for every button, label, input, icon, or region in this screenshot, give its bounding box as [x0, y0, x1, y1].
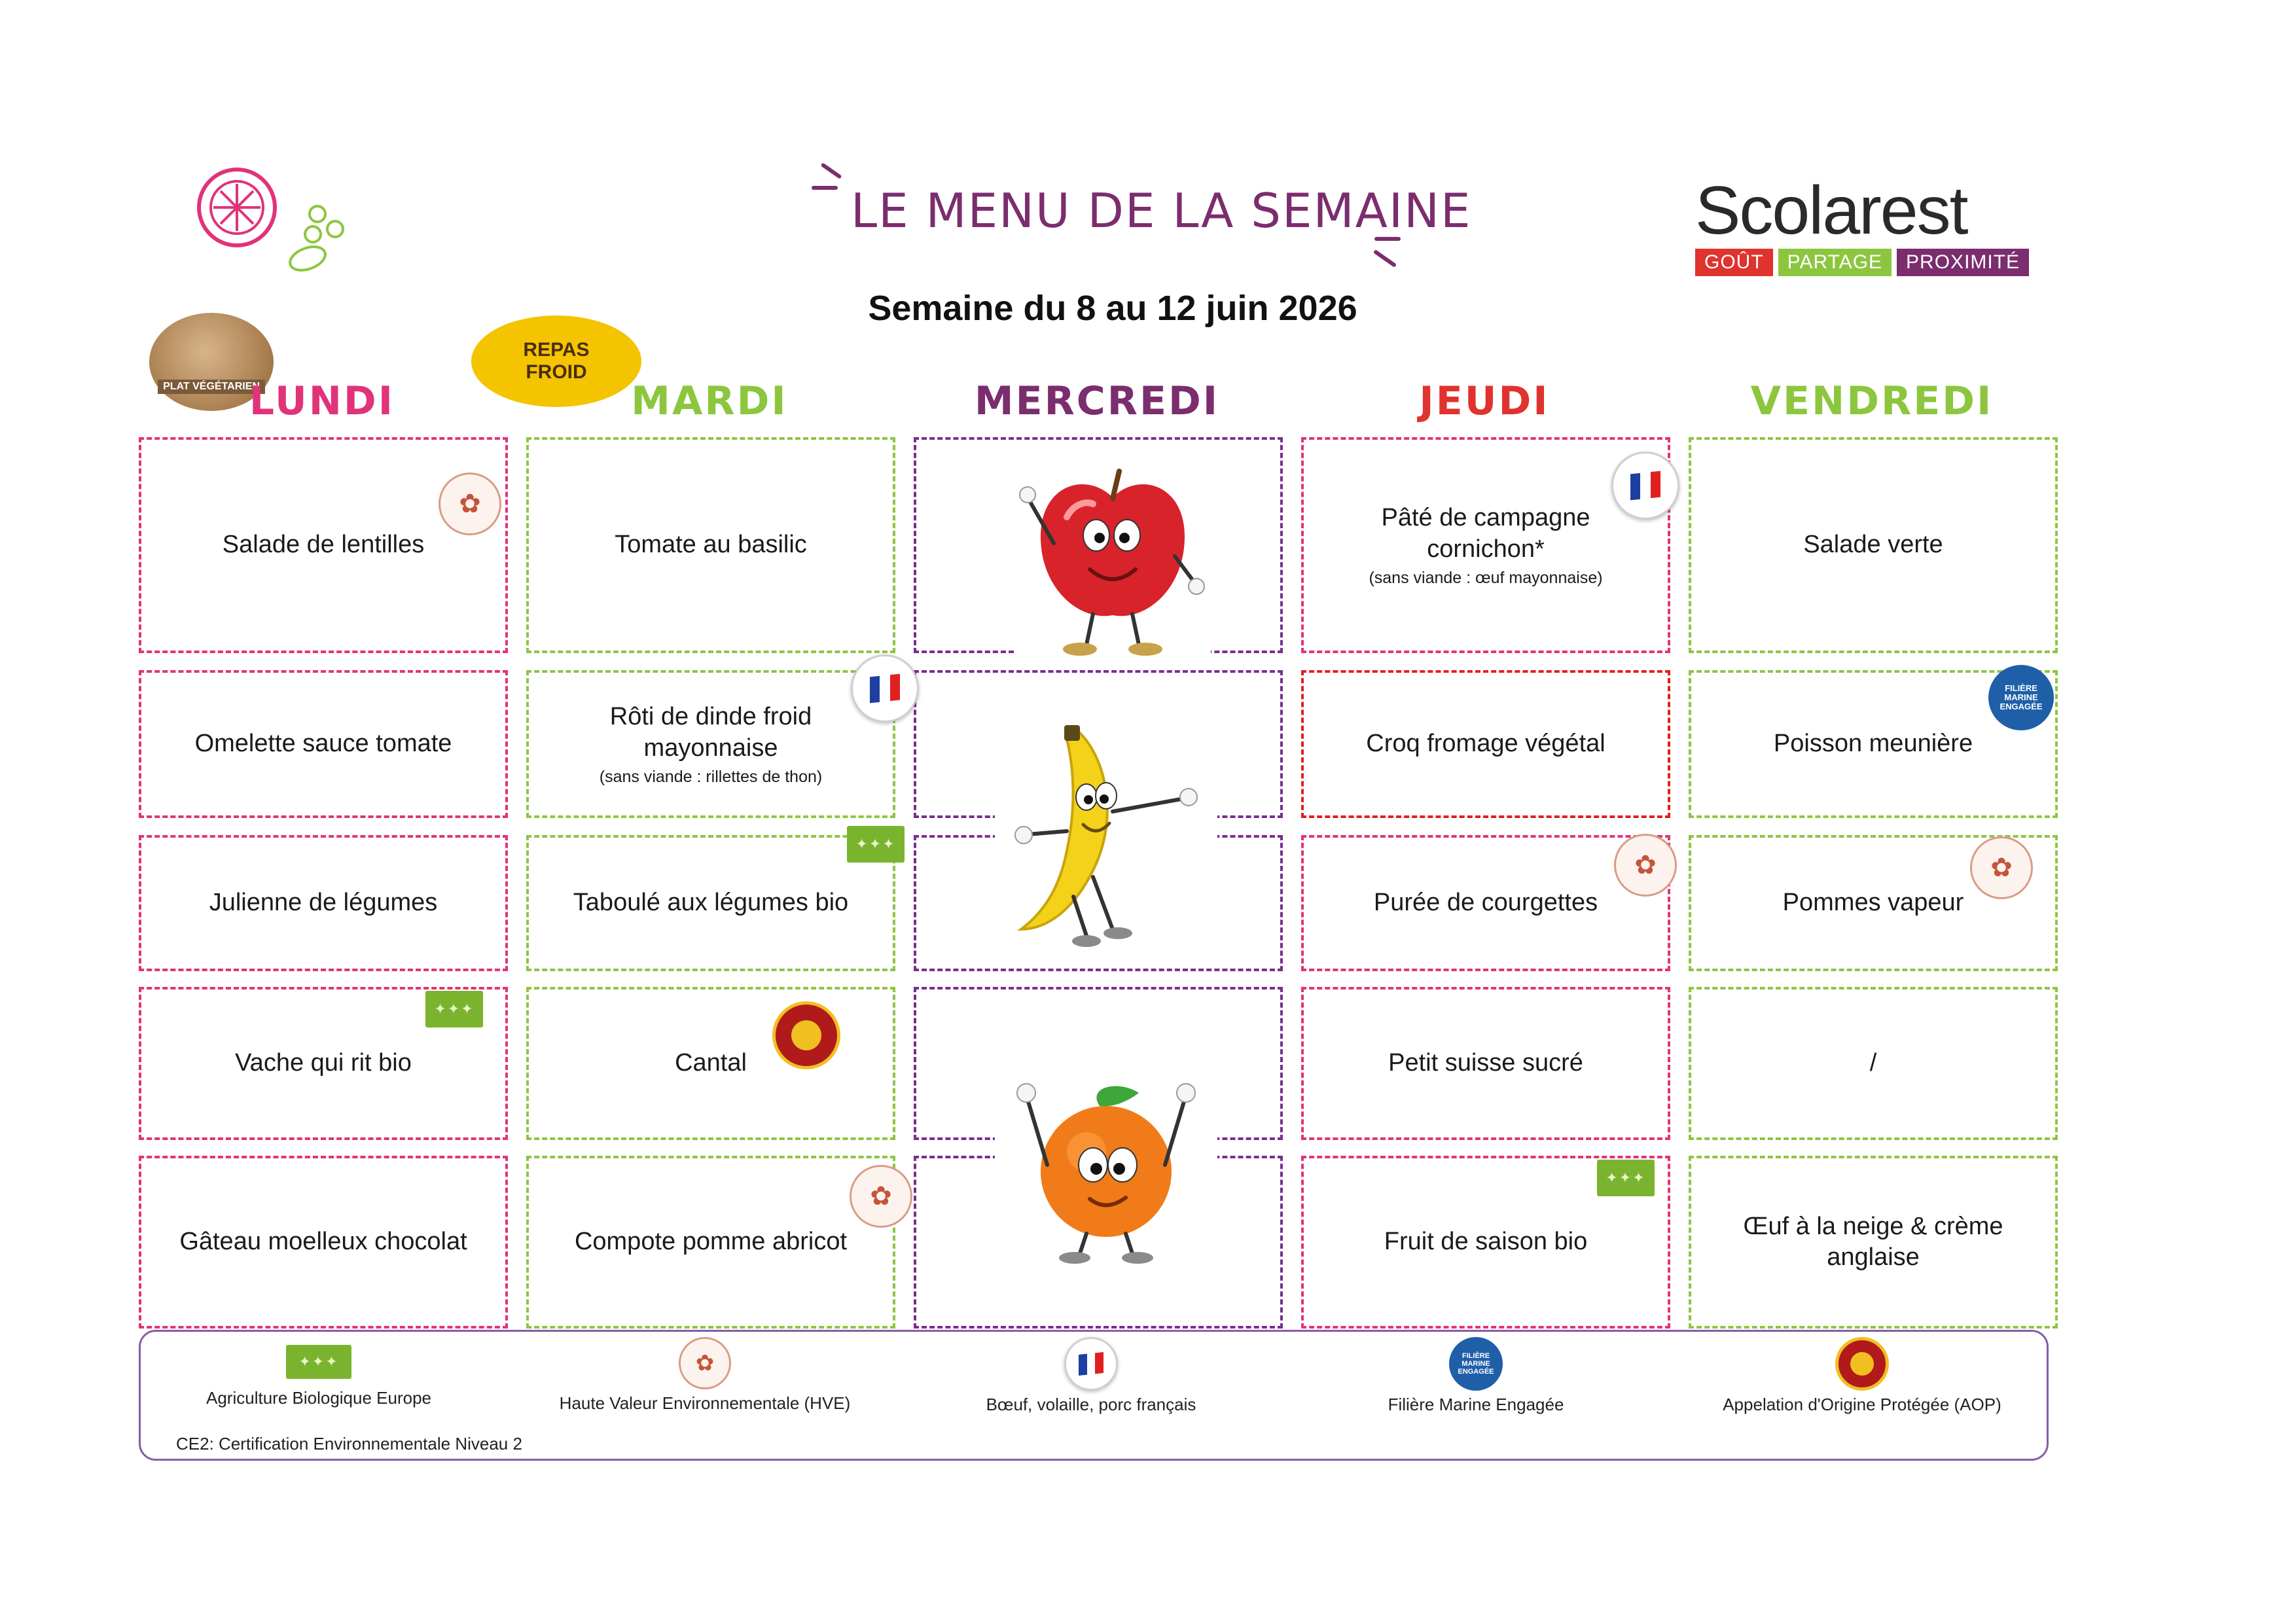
dish-name: Pommes vapeur [1782, 889, 1964, 917]
bio-eu-icon: ✦✦✦ [1597, 1160, 1655, 1196]
menu-cell [526, 670, 895, 818]
legend-item-hve [522, 1337, 888, 1414]
menu-cell [1689, 987, 2058, 1140]
dish-name: Taboulé aux légumes bio [573, 889, 849, 917]
apple-mascot-icon [1014, 458, 1211, 661]
dish-name: Œuf à la neige & crème anglaise [1743, 1212, 2003, 1271]
menu-cell [526, 835, 895, 971]
brand-tag: GOÛT [1695, 249, 1773, 276]
brand-tags [1695, 249, 2029, 276]
menu-cell [526, 1156, 895, 1329]
dish-name: Fruit de saison bio [1384, 1228, 1588, 1256]
dish-name: Vache qui rit bio [235, 1049, 412, 1077]
menu-cell [139, 835, 508, 971]
dish-name: Petit suisse sucré [1388, 1049, 1583, 1077]
marine-badge-text: FILIÈRE MARINE ENGAGÉE [2000, 683, 2043, 712]
day-header-jeudi: JEUDI [1419, 378, 1550, 424]
filiere-marine-icon [1449, 1337, 1503, 1391]
menu-cell [1689, 437, 2058, 653]
french-meat-icon [851, 654, 919, 722]
menu-cell [1301, 987, 1670, 1140]
dish-name: Gâteau moelleux chocolat [179, 1228, 467, 1256]
hve-icon: ✿ [1970, 836, 2033, 899]
dish-name: Pâté de campagne cornichon* [1381, 504, 1590, 563]
aop-icon [1835, 1337, 1889, 1391]
cold-meal-line: FROID [526, 361, 587, 383]
brand-name: Scolarest [1695, 173, 1967, 249]
title-deco-dash [812, 186, 838, 190]
orange-mascot-icon [988, 1060, 1224, 1270]
dish-name: Salade verte [1803, 531, 1943, 559]
dish-name: Croq fromage végétal [1366, 730, 1605, 758]
bio-eu-icon: ✦✦✦ [286, 1345, 351, 1379]
menu-cell [139, 1156, 508, 1329]
week-dates: Semaine du 8 au 12 juin 2026 [868, 289, 1357, 328]
dish-name: Cantal [675, 1049, 747, 1077]
lemon-slice-icon [190, 167, 360, 278]
dish-note: (sans viande : rillettes de thon) [599, 768, 823, 786]
french-meat-icon [1064, 1337, 1118, 1391]
dish-name: Tomate au basilic [615, 531, 807, 559]
menu-cell [526, 437, 895, 653]
vegetarian-badge-label: PLAT VÉGÉTARIEN [158, 380, 265, 394]
dish-name: Salade de lentilles [222, 531, 425, 559]
bio-eu-icon: ✦✦✦ [847, 826, 905, 863]
legend-label: Appelation d'Origine Protégée (AOP) [1723, 1395, 2001, 1414]
day-header-lundi: LUNDI [249, 378, 395, 424]
menu-cell [1301, 670, 1670, 818]
menu-cell [1689, 1156, 2058, 1329]
dish-name: Poisson meunière [1773, 730, 1973, 758]
dish-name: Compote pomme abricot [574, 1228, 848, 1256]
legend-item-french [908, 1337, 1274, 1415]
dish-name: Omelette sauce tomate [194, 730, 452, 758]
banana-mascot-icon [995, 720, 1217, 955]
cold-meal-line: REPAS [523, 338, 590, 361]
day-header-vendredi: VENDREDI [1750, 378, 1994, 424]
bio-eu-icon: ✦✦✦ [425, 991, 483, 1027]
legend-label: Filière Marine Engagée [1388, 1395, 1564, 1414]
day-header-mercredi: MERCREDI [974, 378, 1220, 424]
legend-item-marine [1293, 1337, 1659, 1415]
hve-icon: ✿ [1614, 834, 1677, 897]
brand-tag: PARTAGE [1778, 249, 1892, 276]
ce2-note: CE2: Certification Environnementale Niveau 2 [176, 1434, 522, 1454]
marine-badge-text: FILIÈRE MARINE ENGAGÉE [1458, 1351, 1494, 1376]
hve-icon: ✿ [850, 1165, 912, 1228]
dish-note: (sans viande : œuf mayonnaise) [1369, 569, 1603, 587]
menu-cell [139, 670, 508, 818]
brand-logo [1695, 173, 2029, 276]
brand-tag: PROXIMITÉ [1897, 249, 2029, 276]
dish-name: Julienne de légumes [209, 889, 438, 917]
dish-name: Purée de courgettes [1373, 889, 1598, 917]
legend-label: Agriculture Biologique Europe [206, 1388, 431, 1408]
legend-item-bio [135, 1345, 502, 1408]
legend-item-aop [1679, 1337, 2045, 1415]
title-deco-dash [1373, 249, 1397, 268]
legend-label: Bœuf, volaille, porc français [986, 1395, 1196, 1414]
day-header-mardi: MARDI [631, 378, 788, 424]
page-title: LE MENU DE LA SEMAINE [851, 183, 1472, 238]
hve-icon: ✿ [439, 473, 501, 535]
hve-icon: ✿ [679, 1337, 731, 1389]
menu-cell [139, 437, 508, 653]
menu-cell [526, 987, 895, 1140]
aop-icon [772, 1001, 840, 1069]
filiere-marine-icon [1988, 665, 2054, 730]
legend-label: Haute Valeur Environnementale (HVE) [559, 1393, 851, 1413]
dish-name: Rôti de dinde froid mayonnaise [609, 703, 812, 762]
french-meat-icon [1611, 452, 1679, 520]
legend-box [139, 1330, 2049, 1461]
dish-name: / [1869, 1049, 1877, 1077]
title-deco-dash [821, 162, 842, 179]
